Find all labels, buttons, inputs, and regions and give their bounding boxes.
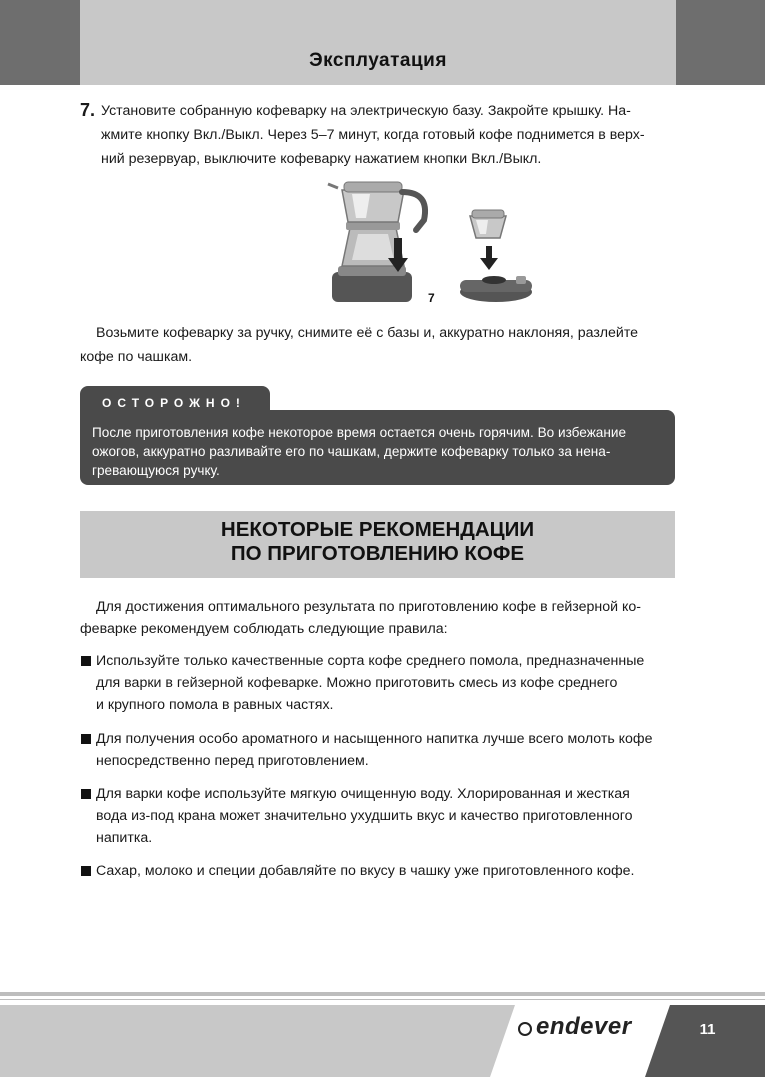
page-number: 11 <box>699 1021 716 1038</box>
electric-base-icon <box>460 276 532 302</box>
figure-label: 7 <box>428 291 435 305</box>
bullet-3-line-1: Для варки кофе используйте мягкую очищенную воду. Хлорированная и жесткая <box>96 786 630 802</box>
warning-line-1: После приготовления кофе некоторое время остается очень горячим. Во избежание <box>92 425 627 440</box>
bullet-2-line-1: Для получения особо ароматного и насыщенного напитка лучше всего молоть кофе <box>96 731 653 747</box>
page-title: Эксплуатация <box>309 50 447 71</box>
coffee-maker-illustration <box>320 170 540 310</box>
bullet-marker <box>81 656 91 666</box>
step-7-line-1: Установите собранную кофеварку на электрическую базу. Закройте крышку. На- <box>101 103 631 119</box>
header-left-block <box>0 0 80 85</box>
footer-rule-thin <box>0 999 765 1000</box>
warning-line-3: гревающуюся ручку. <box>92 463 220 478</box>
bullet-marker <box>81 789 91 799</box>
warning-title: ОСТОРОЖНО! <box>102 396 246 410</box>
bullet-1-line-3: и крупного помола в равных частях. <box>96 697 334 713</box>
brand-logo-icon <box>518 1022 532 1036</box>
bullet-4-line-1: Сахар, молоко и специи добавляйте по вкусу в чашку уже приготовленного кофе. <box>96 863 635 879</box>
intro-line-2: феварке рекомендуем соблюдать следующие правила: <box>80 621 448 637</box>
bullet-3-line-3: напитка. <box>96 830 153 846</box>
step-7-line-2: жмите кнопку Вкл./Выкл. Через 5–7 минут, когда готовый кофе поднимется в верх- <box>101 127 645 143</box>
intro-line-1: Для достижения оптимального результата по приготовлению кофе в гейзерной ко- <box>96 599 641 615</box>
coffee-maker-icon <box>328 182 425 302</box>
header-right-block <box>676 0 765 85</box>
pour-line-1: Возьмите кофеварку за ручку, снимите её с базы и, аккуратно наклоняя, разлейте <box>96 325 639 341</box>
bullet-marker <box>81 866 91 876</box>
brand-logo: endever <box>536 1013 632 1040</box>
pour-line-2: кофе по чашкам. <box>80 349 193 365</box>
step-number: 7. <box>80 100 96 120</box>
footer-rule <box>0 992 765 996</box>
section-heading-line-1: НЕКОТОРЫЕ РЕКОМЕНДАЦИИ <box>220 518 535 541</box>
step-7-line-3: ний резервуар, выключите кофеварку нажатием кнопки Вкл./Выкл. <box>101 151 542 167</box>
footer-band <box>0 1005 765 1077</box>
section-heading-line-2: ПО ПРИГОТОВЛЕНИЮ КОФЕ <box>230 542 525 565</box>
bullet-1-line-1: Используйте только качественные сорта кофе среднего помола, предназначенные <box>96 653 645 669</box>
header-band <box>80 0 676 85</box>
coffee-pot-top-icon <box>470 210 506 238</box>
bullet-2-line-2: непосредственно перед приготовлением. <box>96 753 369 769</box>
bullet-1-line-2: для варки в гейзерной кофеварке. Можно приготовить смесь из кофе среднего <box>96 675 618 691</box>
section-heading <box>80 518 675 566</box>
bullet-3-line-2: вода из-под крана может значительно ухудшить вкус и качество приготовленного <box>96 808 633 824</box>
arrow-down-icon <box>480 246 498 270</box>
warning-line-2: ожогов, аккуратно разливайте его по чашкам, держите кофеварку только за нена- <box>92 444 611 459</box>
warning-text <box>92 423 665 480</box>
bullet-marker <box>81 734 91 744</box>
